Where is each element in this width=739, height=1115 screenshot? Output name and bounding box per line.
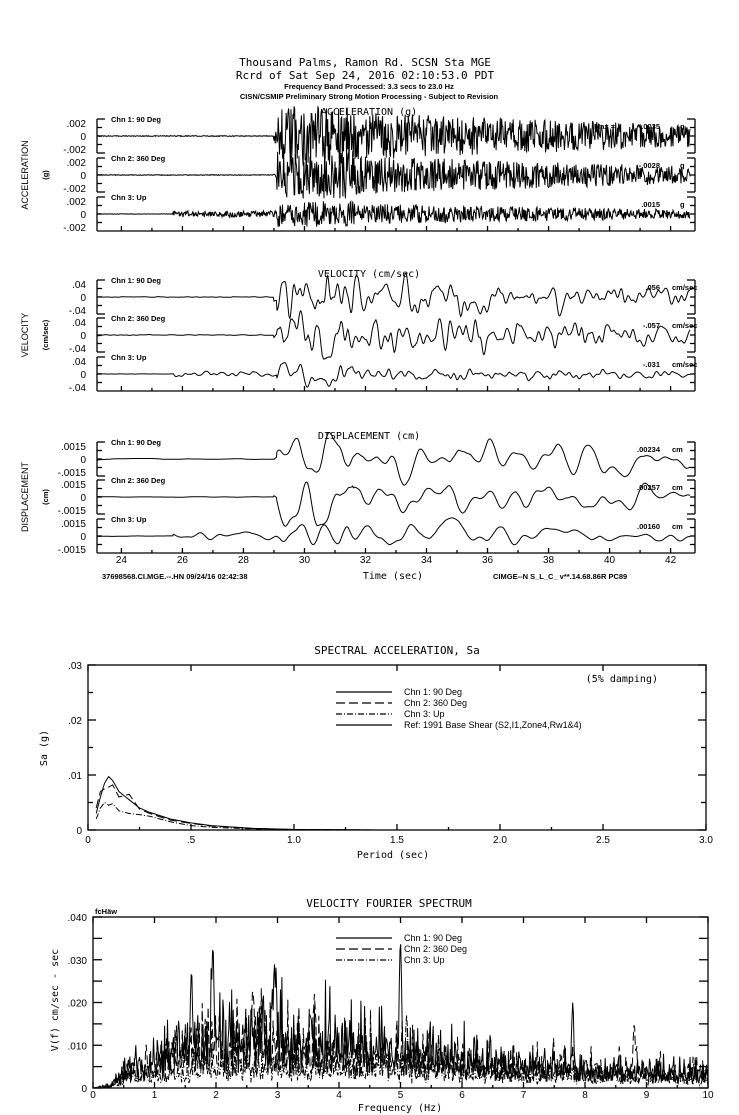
x-tick-label: 34: [420, 555, 433, 566]
y-tick-label: 0: [80, 331, 86, 342]
y-tick-label: -.002: [63, 145, 86, 156]
max-value-label: .0015: [641, 200, 660, 209]
max-value-label: -.0028: [638, 161, 660, 170]
x-tick-label: 1.0: [287, 835, 301, 846]
legend-label: Chn 3: Up: [404, 709, 445, 719]
y-tick-label: 0: [80, 493, 86, 504]
x-tick-label: 6: [459, 1090, 465, 1101]
x-axis-label: Frequency (Hz): [357, 1103, 443, 1114]
unit-label: cm/sec: [672, 283, 698, 292]
y-tick-label: .02: [68, 716, 82, 727]
max-value-label: .056: [645, 283, 660, 292]
y-axis-label: Sa (g): [39, 729, 50, 767]
panel-title: VELOCITY (cm/sec): [317, 269, 421, 280]
x-tick-label: 9: [643, 1090, 650, 1101]
y-tick-label: -.04: [68, 306, 86, 317]
y-tick-label: 0: [80, 210, 86, 221]
legend-label: Chn 1: 90 Deg: [404, 933, 463, 943]
panel-yunit: (cm/sec): [41, 319, 50, 351]
waveform-trace: [97, 201, 690, 227]
y-tick-label: -.002: [63, 184, 86, 195]
max-value-label: .00234: [637, 445, 660, 454]
panel-ylabel: DISPLACEMENT: [20, 461, 30, 533]
header-band: Frequency Band Processed: 3.3 secs to 23.0 Hz: [284, 82, 454, 91]
x-axis-label: Time (sec): [362, 571, 424, 582]
legend-label: Chn 1: 90 Deg: [404, 687, 463, 697]
panel-ylabel: ACCELERATION: [20, 140, 30, 210]
max-value-label: .00257: [637, 483, 660, 492]
y-tick-label: 0: [80, 293, 86, 304]
channel-label: Chn 1: 90 Deg: [111, 438, 162, 447]
x-tick-label: 0: [90, 1090, 96, 1101]
legend-label: Chn 3: Up: [404, 955, 445, 965]
channel-label: Chn 1: 90 Deg: [111, 115, 162, 124]
channel-label: Chn 3: Up: [111, 353, 147, 362]
sa-plot-frame: [88, 665, 706, 830]
max-value-label: .00160: [637, 522, 660, 531]
sa-series-line: [96, 785, 376, 830]
y-tick-label: 0: [80, 171, 86, 182]
legend-label: Chn 2: 360 Deg: [404, 698, 468, 708]
x-tick-label: 32: [359, 555, 372, 566]
x-tick-label: 26: [176, 555, 188, 566]
y-tick-label: .002: [66, 158, 86, 169]
waveform-trace: [97, 482, 690, 526]
y-tick-label: -.002: [63, 223, 86, 234]
y-tick-label: -.0015: [57, 545, 86, 556]
unit-label: cm/sec: [672, 321, 698, 330]
footer-left: 37698568.CI.MGE.--.HN 09/24/16 02:42:38: [102, 572, 248, 581]
x-tick-label: 8: [582, 1090, 588, 1101]
x-tick-label: 5: [397, 1090, 404, 1101]
channel-label: Chn 3: Up: [111, 193, 147, 202]
x-tick-label: 7: [520, 1090, 527, 1101]
y-tick-label: -.0015: [57, 468, 86, 479]
x-tick-label: 28: [237, 555, 250, 566]
y-tick-label: .0015: [60, 519, 86, 530]
unit-label: cm: [672, 445, 683, 454]
channel-label: Chn 2: 360 Deg: [111, 476, 166, 485]
x-tick-label: 2.0: [493, 835, 507, 846]
x-tick-label: 1.5: [390, 835, 404, 846]
channel-label: Chn 1: 90 Deg: [111, 276, 162, 285]
panel-yunit: (cm): [41, 489, 50, 505]
x-tick-label: 2.5: [596, 835, 610, 846]
y-tick-label: .030: [67, 955, 87, 967]
y-tick-label: -.0015: [57, 506, 86, 517]
y-tick-label: .0015: [60, 480, 86, 491]
x-tick-label: 36: [481, 555, 494, 566]
y-tick-label: 0: [80, 370, 86, 381]
y-tick-label: .04: [72, 357, 86, 368]
y-tick-label: 0: [76, 826, 82, 837]
damping-annotation: (5% damping): [585, 674, 658, 685]
legend-label: Chn 2: 360 Deg: [404, 944, 468, 954]
panel-title: ACCELERATION (g): [320, 107, 418, 118]
x-tick-label: 3: [274, 1090, 281, 1101]
unit-label: g: [680, 122, 685, 131]
header-record: Rcrd of Sat Sep 24, 2016 02:10:53.0 PDT: [235, 69, 495, 82]
y-tick-label: .002: [66, 119, 86, 130]
y-tick-label: .040: [67, 913, 87, 924]
y-tick-label: -.04: [68, 344, 86, 355]
x-tick-label: 38: [542, 555, 555, 566]
channel-label: Chn 2: 360 Deg: [111, 154, 166, 163]
y-tick-label: 0: [81, 1084, 87, 1095]
x-tick-label: 0: [85, 835, 91, 846]
y-tick-label: .01: [68, 771, 82, 782]
footer-right: CIMGE--N S_L_C_ v**.14.68.86R PC89: [493, 572, 628, 581]
x-tick-label: 3.0: [699, 835, 713, 846]
sa-title: SPECTRAL ACCELERATION, Sa: [314, 644, 480, 657]
unit-label: g: [680, 161, 685, 170]
waveform-trace: [97, 363, 690, 388]
y-tick-label: .04: [72, 318, 86, 329]
sa-series-line: [96, 777, 376, 830]
y-tick-label: -.04: [68, 383, 86, 394]
header-processing: CISN/CSMIP Preliminary Strong Motion Processing - Subject to Revision: [239, 92, 499, 101]
x-axis-label: Period (sec): [356, 850, 430, 861]
y-tick-label: 0: [80, 532, 86, 543]
fourier-title: VELOCITY FOURIER SPECTRUM: [306, 897, 472, 910]
max-value-label: -.0035: [638, 122, 660, 131]
unit-label: cm: [672, 483, 683, 492]
y-tick-label: .002: [66, 197, 86, 208]
x-tick-label: 10: [702, 1090, 714, 1101]
x-tick-label: .5: [186, 835, 196, 846]
panel-yunit: (g): [41, 170, 50, 180]
unit-label: cm/sec: [672, 360, 698, 369]
y-tick-label: .03: [68, 661, 82, 672]
x-tick-label: 40: [604, 555, 616, 566]
header-station: Thousand Palms, Ramon Rd. SCSN Sta MGE: [239, 56, 491, 69]
x-tick-label: 42: [665, 555, 677, 566]
y-tick-label: 0: [80, 455, 86, 466]
legend-label: Ref: 1991 Base Shear (S2,I1,Zone4,Rw1&4): [404, 720, 582, 730]
unit-label: g: [680, 200, 685, 209]
y-tick-label: .0015: [60, 442, 86, 453]
channel-label: Chn 3: Up: [111, 515, 147, 524]
x-tick-label: 4: [336, 1090, 342, 1101]
max-value-label: -.057: [642, 321, 660, 330]
max-prefix-label: Max =: [594, 122, 616, 131]
channel-label: Chn 2: 360 Deg: [111, 314, 166, 323]
y-tick-label: .020: [67, 998, 87, 1010]
y-tick-label: .04: [72, 280, 86, 291]
y-tick-label: .010: [67, 1041, 87, 1053]
y-tick-label: 0: [80, 132, 86, 143]
panel-title: DISPLACEMENT (cm): [317, 431, 421, 442]
panel-ylabel: VELOCITY: [20, 312, 30, 358]
waveform-trace: [97, 311, 690, 359]
waveform-trace: [97, 518, 690, 545]
x-tick-label: 30: [298, 555, 311, 566]
corner-label: fcHäw: [95, 907, 118, 916]
unit-label: cm: [672, 522, 683, 531]
max-value-label: -.031: [642, 360, 660, 369]
y-axis-label: V(f) cm/sec - sec: [50, 948, 61, 1052]
x-tick-label: 2: [213, 1090, 219, 1101]
x-tick-label: 1: [151, 1090, 158, 1101]
x-tick-label: 24: [115, 555, 127, 566]
